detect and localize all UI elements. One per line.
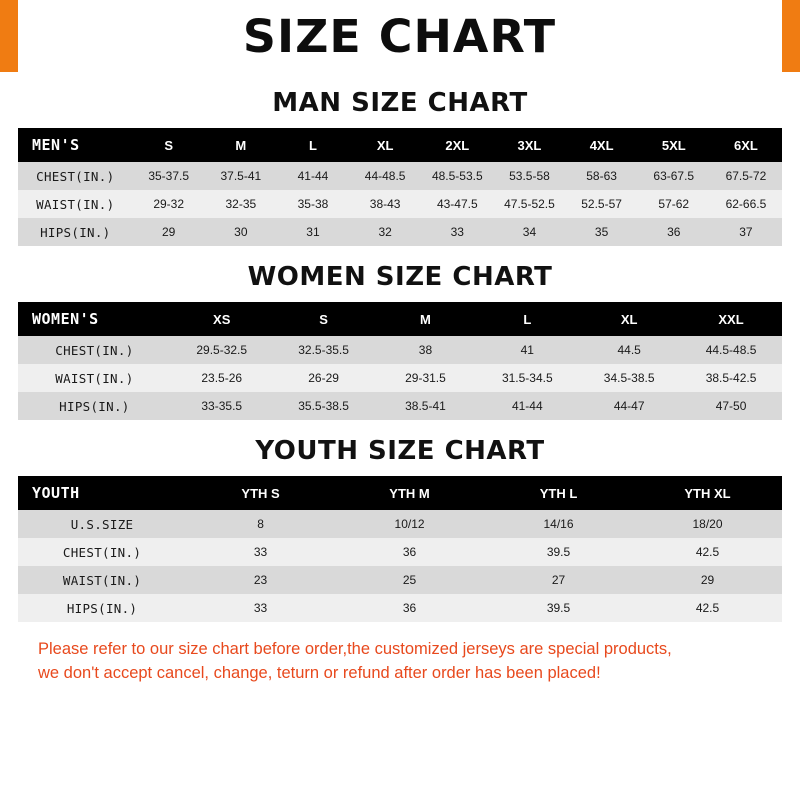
men-row1-c7: 57-62	[638, 190, 710, 218]
youth-table-body	[18, 510, 782, 622]
men-row2-c3: 32	[349, 218, 421, 246]
youth-row3-c3: 42.5	[633, 594, 782, 622]
table-row	[18, 538, 782, 566]
women-row1-c4: 34.5-38.5	[578, 364, 680, 392]
men-row1-c1: 32-35	[205, 190, 277, 218]
men-row1-c5: 47.5-52.5	[493, 190, 565, 218]
youth-row0-c0: 8	[186, 510, 335, 538]
women-header-m: M	[375, 302, 477, 336]
youth-row1-c3: 42.5	[633, 538, 782, 566]
youth-row3-label: HIPS(IN.)	[18, 594, 186, 622]
table-row	[18, 392, 782, 420]
youth-row2-c3: 29	[633, 566, 782, 594]
youth-header-xl: YTH XL	[633, 476, 782, 510]
women-row0-c5: 44.5-48.5	[680, 336, 782, 364]
men-row2-c8: 37	[710, 218, 782, 246]
table-row	[18, 510, 782, 538]
youth-table-head	[18, 476, 782, 510]
table-row	[18, 218, 782, 246]
men-row2-c7: 36	[638, 218, 710, 246]
youth-size-table	[18, 476, 782, 622]
men-row0-label: CHEST(IN.)	[18, 162, 133, 190]
women-header-xxl: XXL	[680, 302, 782, 336]
youth-row0-c1: 10/12	[335, 510, 484, 538]
men-row2-c0: 29	[133, 218, 205, 246]
men-row1-c6: 52.5-57	[566, 190, 638, 218]
men-table-head	[18, 128, 782, 162]
youth-row2-c2: 27	[484, 566, 633, 594]
table-row	[18, 364, 782, 392]
men-header-xl: XL	[349, 128, 421, 162]
men-header-4xl: 4XL	[566, 128, 638, 162]
men-header-s: S	[133, 128, 205, 162]
men-row2-c2: 31	[277, 218, 349, 246]
women-row0-c2: 38	[375, 336, 477, 364]
women-row0-c3: 41	[476, 336, 578, 364]
men-header-6xl: 6XL	[710, 128, 782, 162]
women-row2-label: HIPS(IN.)	[18, 392, 171, 420]
women-row1-c3: 31.5-34.5	[476, 364, 578, 392]
table-row	[18, 190, 782, 218]
youth-row2-c1: 25	[335, 566, 484, 594]
women-row1-label: WAIST(IN.)	[18, 364, 171, 392]
youth-row1-label: CHEST(IN.)	[18, 538, 186, 566]
men-row0-c5: 53.5-58	[493, 162, 565, 190]
men-header-2xl: 2XL	[421, 128, 493, 162]
men-row1-c2: 35-38	[277, 190, 349, 218]
men-row0-c6: 58-63	[566, 162, 638, 190]
men-header-l: L	[277, 128, 349, 162]
youth-row3-c1: 36	[335, 594, 484, 622]
youth-row1-c2: 39.5	[484, 538, 633, 566]
youth-section-title: YOUTH SIZE CHART	[255, 436, 545, 466]
women-row1-c1: 26-29	[273, 364, 375, 392]
header-banner-inner	[18, 0, 782, 72]
men-row0-c2: 41-44	[277, 162, 349, 190]
men-header-label: MEN'S	[18, 128, 133, 162]
youth-row0-label: U.S.SIZE	[18, 510, 186, 538]
table-header-row	[18, 128, 782, 162]
men-row1-c0: 29-32	[133, 190, 205, 218]
women-row2-c2: 38.5-41	[375, 392, 477, 420]
women-table-head	[18, 302, 782, 336]
youth-row0-c3: 18/20	[633, 510, 782, 538]
chart-content	[0, 88, 800, 686]
women-row2-c1: 35.5-38.5	[273, 392, 375, 420]
men-row1-c3: 38-43	[349, 190, 421, 218]
women-section-title: WOMEN SIZE CHART	[247, 262, 553, 292]
order-policy-note	[18, 638, 782, 686]
order-policy-note-line2: we don't accept cancel, change, teturn or refund after order has been placed!	[38, 663, 601, 682]
women-header-l: L	[476, 302, 578, 336]
men-row1-label: WAIST(IN.)	[18, 190, 133, 218]
men-row1-c8: 62-66.5	[710, 190, 782, 218]
women-row1-c5: 38.5-42.5	[680, 364, 782, 392]
women-row2-c4: 44-47	[578, 392, 680, 420]
men-header-m: M	[205, 128, 277, 162]
header-banner	[0, 0, 800, 72]
men-row0-c4: 48.5-53.5	[421, 162, 493, 190]
women-row0-c4: 44.5	[578, 336, 680, 364]
men-row1-c4: 43-47.5	[421, 190, 493, 218]
women-row1-c2: 29-31.5	[375, 364, 477, 392]
youth-row0-c2: 14/16	[484, 510, 633, 538]
men-section-title: MAN SIZE CHART	[272, 88, 528, 118]
men-row0-c7: 63-67.5	[638, 162, 710, 190]
men-row2-c4: 33	[421, 218, 493, 246]
youth-row1-c1: 36	[335, 538, 484, 566]
men-table-body	[18, 162, 782, 246]
youth-row3-c0: 33	[186, 594, 335, 622]
men-header-3xl: 3XL	[493, 128, 565, 162]
youth-header-label: YOUTH	[18, 476, 186, 510]
men-row0-c3: 44-48.5	[349, 162, 421, 190]
youth-header-l: YTH L	[484, 476, 633, 510]
youth-row3-c2: 39.5	[484, 594, 633, 622]
youth-header-m: YTH M	[335, 476, 484, 510]
table-row	[18, 566, 782, 594]
women-size-table	[18, 302, 782, 420]
women-row0-c1: 32.5-35.5	[273, 336, 375, 364]
youth-row2-label: WAIST(IN.)	[18, 566, 186, 594]
table-row	[18, 162, 782, 190]
women-row0-label: CHEST(IN.)	[18, 336, 171, 364]
women-row2-c0: 33-35.5	[171, 392, 273, 420]
table-row	[18, 336, 782, 364]
men-row2-c5: 34	[493, 218, 565, 246]
women-table-body	[18, 336, 782, 420]
men-row0-c1: 37.5-41	[205, 162, 277, 190]
page-title: SIZE CHART	[243, 9, 557, 63]
women-header-xs: XS	[171, 302, 273, 336]
women-row0-c0: 29.5-32.5	[171, 336, 273, 364]
youth-header-s: YTH S	[186, 476, 335, 510]
table-header-row	[18, 302, 782, 336]
women-row2-c5: 47-50	[680, 392, 782, 420]
women-row1-c0: 23.5-26	[171, 364, 273, 392]
table-row	[18, 594, 782, 622]
women-header-s: S	[273, 302, 375, 336]
men-row2-c6: 35	[566, 218, 638, 246]
men-row0-c8: 67.5-72	[710, 162, 782, 190]
men-row0-c0: 35-37.5	[133, 162, 205, 190]
men-header-5xl: 5XL	[638, 128, 710, 162]
women-row2-c3: 41-44	[476, 392, 578, 420]
youth-row2-c0: 23	[186, 566, 335, 594]
youth-row1-c0: 33	[186, 538, 335, 566]
order-policy-note-line1: Please refer to our size chart before order,the customized jerseys are special products,	[38, 640, 672, 658]
women-header-label: WOMEN'S	[18, 302, 171, 336]
table-header-row	[18, 476, 782, 510]
men-row2-label: HIPS(IN.)	[18, 218, 133, 246]
men-size-table	[18, 128, 782, 246]
men-row2-c1: 30	[205, 218, 277, 246]
women-header-xl: XL	[578, 302, 680, 336]
